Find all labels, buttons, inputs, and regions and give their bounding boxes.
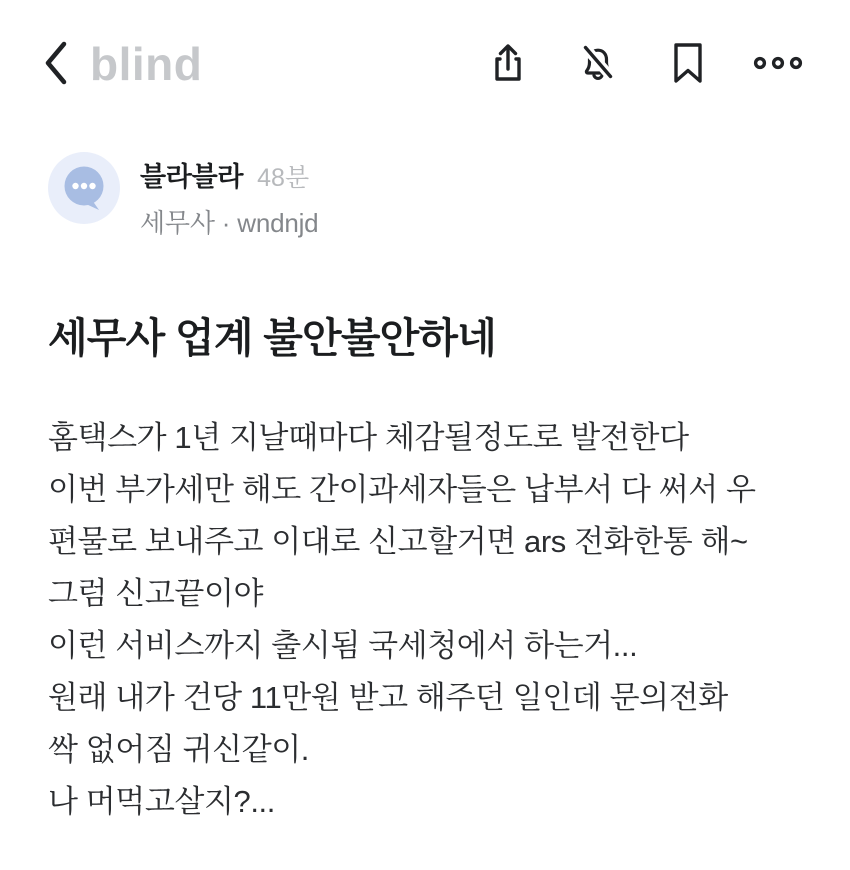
body-line: 홈택스가 1년 지날때마다 체감될정도로 발전한다 — [48, 420, 689, 455]
share-button[interactable] — [486, 42, 530, 86]
notifications-off-icon — [575, 40, 621, 89]
body-line: 편물로 보내주고 이대로 신고할거면 ars 전화한통 해~ — [48, 524, 748, 559]
body-line: 이런 서비스까지 출시됨 국세청에서 하는거... — [48, 628, 638, 663]
body-line: 나 머먹고살지?... — [48, 784, 275, 819]
body-line: 그럼 신고끝이야 — [48, 576, 264, 611]
post-title: 세무사 업계 불안불안하네 — [48, 315, 497, 361]
author-info — [140, 152, 318, 240]
more-button[interactable] — [756, 42, 800, 86]
author-name: 블라블라 — [140, 162, 244, 192]
header-bar — [0, 0, 850, 90]
body-line: 이번 부가세만 해도 간이과세자들은 납부서 다 써서 우 — [48, 472, 756, 507]
avatar — [48, 152, 120, 224]
author-row[interactable] — [48, 152, 802, 240]
share-icon — [487, 41, 529, 88]
post-timestamp: 48분 — [257, 164, 310, 192]
chevron-left-icon — [42, 40, 70, 89]
bookmark-button[interactable] — [666, 42, 710, 86]
blind-logo: blind — [90, 38, 203, 90]
post-body — [48, 412, 802, 828]
body-line: 원래 내가 건당 11만원 받고 해주던 일인데 문의전화 — [48, 680, 728, 715]
notifications-off-button[interactable] — [576, 42, 620, 86]
author-name-line — [140, 155, 318, 194]
body-line: 싹 없어짐 귀신같이. — [48, 732, 310, 767]
header-actions — [486, 42, 800, 86]
bookmark-icon — [671, 41, 705, 88]
back-button[interactable] — [42, 40, 78, 88]
more-icon — [752, 54, 804, 75]
author-meta: 세무사 · wndnjd — [140, 208, 319, 238]
